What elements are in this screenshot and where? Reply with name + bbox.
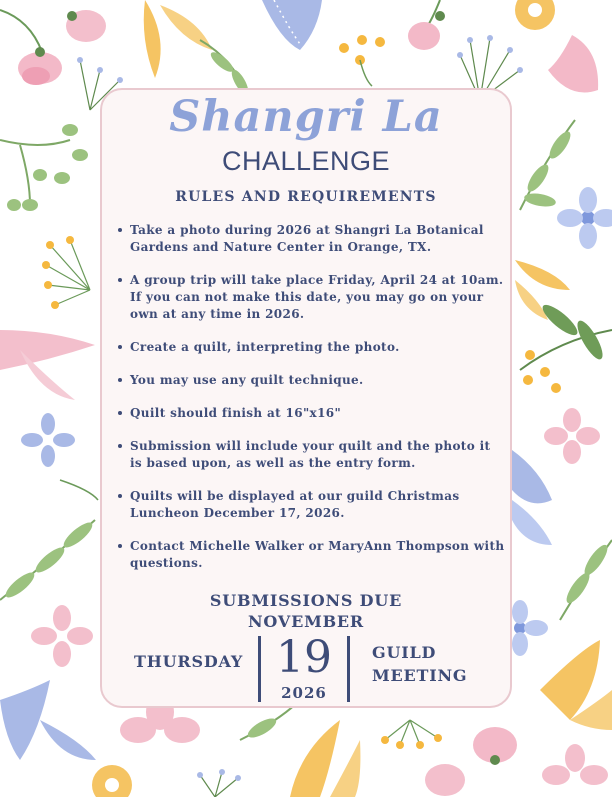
blue-flower-right (557, 187, 612, 249)
divider-left (258, 636, 261, 702)
due-date: 19 (276, 632, 332, 683)
rule-item: You may use any quilt technique. (116, 372, 506, 389)
yellow-petals-top (144, 0, 212, 78)
due-weekday: THURSDAY (134, 652, 244, 671)
blue-fan-flower-top (262, 0, 322, 50)
page-title: Shangri La (169, 92, 443, 142)
leaf-branch-left (0, 519, 96, 601)
pink-flower-top-left (0, 10, 62, 85)
blue-flower-left (21, 413, 98, 500)
pink-petals-left (0, 330, 95, 400)
rule-item: Contact Michelle Walker or MaryAnn Thompson with questions. (116, 538, 506, 572)
yellow-small-flowers-top (339, 35, 385, 86)
rule-item: A group trip will take place Friday, April 24 at 10am. If you can not make this date, you may go on your own at any time in 2026. (116, 272, 506, 323)
rules-list (116, 222, 506, 588)
pink-flower-top-small (66, 10, 106, 42)
yellow-flower-bottom-left (92, 765, 132, 797)
leaves-right-lower (560, 540, 612, 620)
due-month: NOVEMBER (247, 612, 365, 631)
rule-item: Quilts will be displayed at our guild Christmas Luncheon December 17, 2026. (116, 488, 506, 522)
rules-heading: RULES AND REQUIREMENTS (175, 189, 437, 205)
due-event-line: GUILD (372, 643, 437, 662)
leaves-right-top (520, 120, 575, 210)
blue-flower-right-lower (512, 600, 548, 656)
rule-item: Create a quilt, interpreting the photo. (116, 339, 506, 356)
blue-petals-bottom-left (0, 680, 96, 760)
yellow-petals-right-bottom (540, 640, 612, 730)
rule-item: Quilt should finish at 16"x16" (116, 405, 506, 422)
submissions-due-line: SUBMISSIONS DUE (209, 591, 403, 610)
dandelion-bottom (197, 769, 241, 797)
submissions-due (102, 590, 510, 632)
due-event (372, 641, 467, 687)
pink-flower-right (544, 408, 600, 464)
pink-tulip-right (548, 35, 598, 93)
page-subtitle: CHALLENGE (221, 146, 391, 176)
yellow-petals-right (515, 260, 570, 320)
pink-flower-corner (542, 744, 608, 785)
rule-item: Submission will include your quilt and the photo it is based upon, as well as the entry form. (116, 438, 506, 472)
yellow-petals-bottom (290, 720, 360, 797)
due-year: 2026 (281, 684, 327, 702)
rule-item: Take a photo during 2026 at Shangri La Botanical Gardens and Nature Center in Orange, TX. (116, 222, 506, 256)
rules-card (100, 88, 512, 708)
yellow-dots-bottom (381, 720, 442, 749)
pink-flower-top-right (408, 0, 445, 50)
divider-right (347, 636, 350, 702)
blue-petals-right (512, 450, 552, 545)
orange-flower-top-right (515, 0, 555, 30)
due-event-line: MEETING (372, 666, 468, 685)
pink-flower-left-bottom (31, 605, 93, 667)
green-berries-left (0, 124, 88, 211)
yellow-dots-left (42, 236, 90, 309)
